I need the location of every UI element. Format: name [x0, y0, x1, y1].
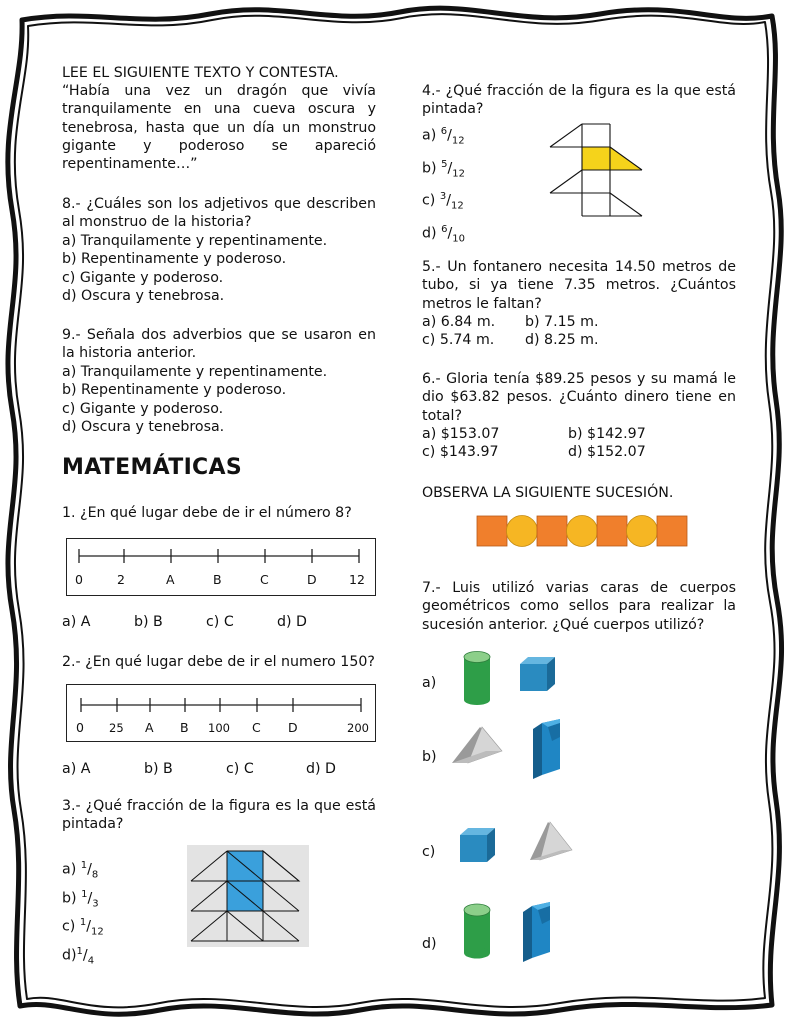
cube-icon [518, 655, 558, 693]
q6-option-b[interactable]: b) $142.97 [568, 426, 646, 442]
q1-number-line [66, 538, 376, 596]
q9-options [62, 363, 382, 436]
q4-option-b[interactable]: b) $^5/_{12}$ [422, 158, 465, 180]
q5-options [422, 314, 742, 354]
q6-options [422, 426, 742, 466]
cube-icon [458, 826, 498, 864]
q2-label-b: B [180, 720, 189, 735]
sequence-square-4 [657, 516, 687, 546]
q2-label-0: 0 [76, 720, 84, 735]
q1-label-b: B [213, 572, 222, 587]
reading-instruction: LEE EL SIGUIENTE TEXTO Y CONTESTA. [62, 65, 339, 81]
cylinder-icon [462, 902, 492, 960]
shape-sequence [476, 514, 694, 548]
q8-option-b[interactable]: b) Repentinamente y poderoso. [62, 251, 287, 268]
q5-option-a[interactable]: a) 6.84 m. [422, 314, 496, 330]
q4-options [422, 119, 532, 251]
q3-triangle-figure [187, 845, 309, 947]
sequence-square-3 [597, 516, 627, 546]
q6-option-a[interactable]: a) $153.07 [422, 426, 500, 442]
q5-option-d[interactable]: d) 8.25 m. [525, 332, 599, 348]
reading-passage: “Había una vez un dragón que vivía tranquilamente en una cueva oscura y tenebrosa, hasta que un día un monstruo gigante y poderoso se apareció repentinamente…” [62, 83, 376, 173]
q1-label-0: 0 [75, 572, 83, 587]
q3-option-d[interactable]: $d)^1/_4$ [62, 945, 95, 967]
q4-option-a[interactable]: a) $^6/_{12}$ [422, 126, 465, 147]
q2-label-a: A [145, 720, 154, 735]
sequence-square-2 [537, 516, 567, 546]
q4-triangle-figure [548, 120, 644, 220]
section-title: MATEMÁTICAS [62, 455, 242, 480]
q2-label-d: D [288, 720, 298, 735]
q2-option-c[interactable]: c) C [226, 761, 254, 777]
q7-prompt: 7.- Luis utilizó varias caras de cuerpos geométricos como sellos para realizar la sucesión anterior. ¿Qué cuerpos utilizó? [422, 580, 736, 633]
q1-options [62, 614, 382, 634]
q8-option-c[interactable]: c) Gigante y poderoso. [62, 269, 224, 286]
q6-option-d[interactable]: d) $152.07 [568, 444, 646, 460]
q3-prompt: 3.- ¿Qué fracción de la figura es la que está pintada? [62, 798, 376, 833]
q4-option-c[interactable]: c) $^3/_{12}$ [422, 191, 464, 212]
q1-option-b[interactable]: b) B [134, 614, 163, 630]
q3-option-c[interactable]: c) $^1/_{12}$ [62, 917, 104, 938]
q7-option-b[interactable]: b) [422, 749, 437, 765]
q3-options [62, 853, 172, 973]
q1-label-2: 2 [117, 572, 125, 587]
q8-prompt: 8.- ¿Cuáles son los adjetivos que describen al monstruo de la historia? [62, 196, 376, 231]
q1-prompt: 1. ¿En qué lugar debe de ir el número 8? [62, 505, 352, 521]
q9-option-c[interactable]: c) Gigante y poderoso. [62, 400, 224, 417]
q8-option-d[interactable]: d) Oscura y tenebrosa. [62, 287, 225, 304]
q2-label-200: 200 [347, 721, 369, 735]
sequence-circle-3 [627, 516, 658, 547]
q8-option-a[interactable]: a) Tranquilamente y repentinamente. [62, 233, 328, 249]
q2-option-a[interactable]: a) A [62, 761, 91, 777]
q2-options [62, 761, 382, 781]
q1-option-a[interactable]: a) A [62, 614, 91, 630]
sequence-circle-2 [567, 516, 598, 547]
q1-label-a: A [166, 572, 175, 587]
q1-label-d: D [307, 572, 317, 587]
q4-prompt: 4.- ¿Qué fracción de la figura es la que está pintada? [422, 83, 736, 118]
q5-prompt: 5.- Un fontanero necesita 14.50 metros de tubo, si ya tiene 7.35 metros. ¿Cuántos metros le faltan? [422, 259, 736, 312]
q7-option-a[interactable]: a) [422, 675, 437, 691]
q7-option-c[interactable]: c) [422, 844, 436, 860]
q2-number-line [66, 684, 376, 742]
q6-option-c[interactable]: c) $143.97 [422, 444, 499, 460]
triangular-prism-icon [526, 816, 576, 864]
q6-prompt: 6.- Gloria tenía $89.25 pesos y su mamá le dio $63.82 pesos. ¿Cuánto dinero tiene en total? [422, 371, 736, 424]
q4-option-d[interactable]: d) $^6/_{10}$ [422, 223, 465, 245]
cylinder-icon [462, 650, 492, 706]
q9-option-a[interactable]: a) Tranquilamente y repentinamente. [62, 364, 328, 380]
q9-prompt: 9.- Señala dos adverbios que se usaron en la historia anterior. [62, 327, 376, 362]
q3-option-b[interactable]: b) $^1/_3$ [62, 888, 99, 910]
q1-label-12: 12 [349, 572, 365, 587]
folded-prism-icon [520, 900, 554, 964]
q2-option-d[interactable]: d) D [306, 761, 336, 777]
q1-option-c[interactable]: c) C [206, 614, 234, 630]
triangular-prism-icon [450, 723, 506, 769]
q3-option-a[interactable]: a) $^1/_8$ [62, 860, 99, 881]
sequence-square-1 [477, 516, 507, 546]
q2-prompt: 2.- ¿En qué lugar debe de ir el numero 150? [62, 654, 375, 670]
q2-option-b[interactable]: b) B [144, 761, 173, 777]
q2-label-25: 25 [109, 721, 124, 735]
q1-option-d[interactable]: d) D [277, 614, 307, 630]
q8-options [62, 232, 382, 305]
q9-option-b[interactable]: b) Repentinamente y poderoso. [62, 382, 287, 399]
q2-label-100: 100 [208, 721, 230, 735]
q5-option-b[interactable]: b) 7.15 m. [525, 314, 599, 330]
sequence-instruction: OBSERVA LA SIGUIENTE SUCESIÓN. [422, 485, 674, 501]
q2-label-c: C [252, 720, 261, 735]
q7-option-d[interactable]: d) [422, 936, 437, 952]
folded-prism-icon [530, 717, 564, 781]
q5-option-c[interactable]: c) 5.74 m. [422, 332, 495, 348]
q1-label-c: C [260, 572, 269, 587]
sequence-circle-1 [507, 516, 538, 547]
q9-option-d[interactable]: d) Oscura y tenebrosa. [62, 418, 225, 435]
